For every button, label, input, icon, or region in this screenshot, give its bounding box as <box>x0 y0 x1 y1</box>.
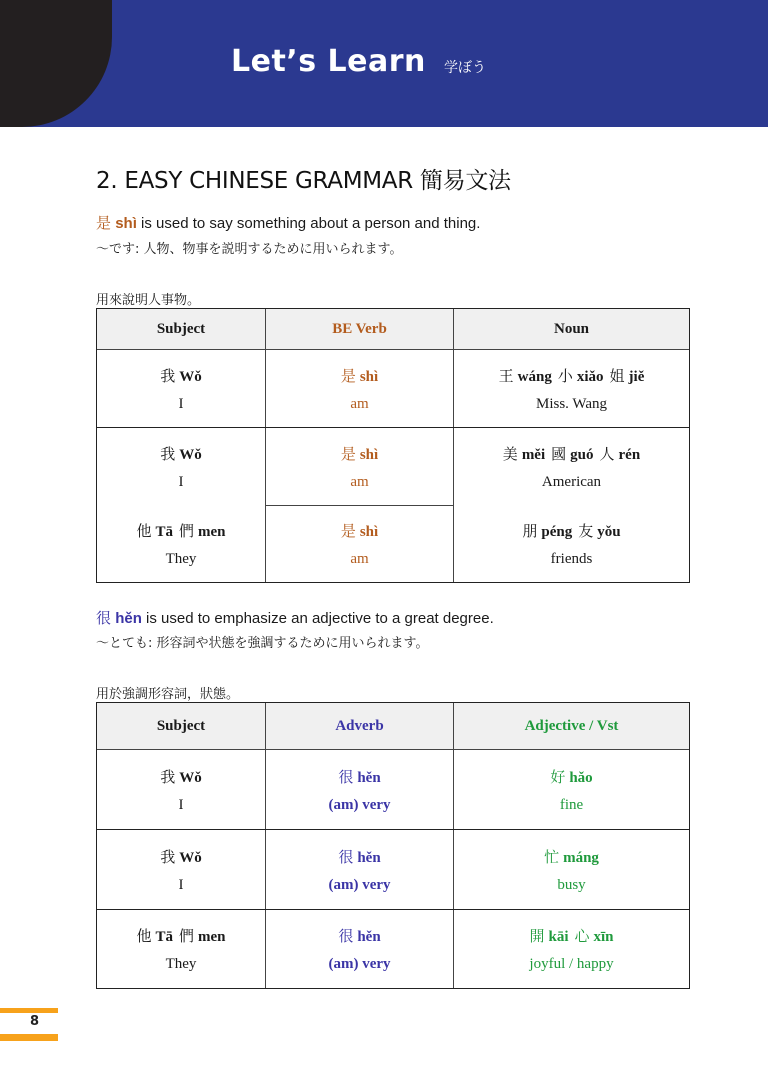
shi-table-caption: 用來說明人事物。 <box>96 293 201 308</box>
banner-corner-shape <box>0 0 112 127</box>
header-subject: Subject <box>97 309 266 349</box>
subject-pinyin: Tā <box>155 929 173 945</box>
adverb-hanzi: 很 <box>338 767 354 786</box>
noun-hanzi: 王 <box>498 366 514 385</box>
subject-hanzi: 們 <box>179 927 195 945</box>
noun-pinyin: guó <box>570 446 594 463</box>
subject-hanzi: 他 <box>136 927 152 945</box>
hen-table-caption: 用於強調形容詞，狀態。 <box>96 687 240 702</box>
verb-english: am <box>350 395 369 412</box>
header-banner <box>0 0 768 127</box>
shi-pinyin: shì <box>115 215 137 232</box>
noun-hanzi: 小 <box>557 366 573 385</box>
shi-hanzi: 是 <box>96 214 112 232</box>
verb-hanzi: 是 <box>340 444 356 463</box>
header-subject: Subject <box>97 703 266 749</box>
shi-description: is used to say something about a person and thing. <box>136 215 481 232</box>
noun-hanzi: 人 <box>599 444 615 463</box>
adjective-pinyin: máng <box>563 849 599 866</box>
subject-hanzi: 我 <box>160 444 176 463</box>
adverb-table <box>96 702 690 989</box>
verb-english: am <box>350 551 369 567</box>
noun-hanzi: 姐 <box>609 366 625 385</box>
adjective-english: fine <box>559 796 584 813</box>
table-row <box>97 350 689 428</box>
adjective-english: joyful / happy <box>529 956 614 972</box>
noun-hanzi: 友 <box>578 521 594 540</box>
verb-hanzi: 是 <box>340 522 356 540</box>
page-number: 8 <box>30 1014 40 1029</box>
adverb-english: (am) very <box>328 796 391 813</box>
subject-hanzi: 我 <box>160 366 176 385</box>
banner-subtitle: 学ぼう <box>444 60 486 76</box>
verb-pinyin: shì <box>359 524 379 540</box>
header-noun: Noun <box>553 320 590 337</box>
verb-hanzi: 是 <box>340 366 356 385</box>
adjective-english: busy <box>557 876 586 893</box>
shi-intro <box>96 212 480 233</box>
be-verb-table <box>96 308 690 583</box>
subject-pinyin: Wǒ <box>179 368 202 385</box>
subject-pinyin: men <box>198 929 226 945</box>
header-adjective: Adjective / Vst <box>524 717 619 734</box>
adjective-hanzi: 開 <box>529 927 545 945</box>
adverb-english: (am) very <box>328 956 391 972</box>
noun-pinyin: rén <box>618 446 641 463</box>
hen-description: is used to emphasize an adjective to a great degree. <box>141 610 494 627</box>
table-row <box>97 750 689 830</box>
subject-pinyin: Tā <box>155 523 173 540</box>
table-row-group <box>97 428 689 582</box>
banner-title: Let’s Learn <box>231 44 426 79</box>
adverb-hanzi: 很 <box>338 847 354 866</box>
adverb-pinyin: hěn <box>357 849 381 866</box>
hen-intro <box>96 607 494 628</box>
shi-japanese: 〜です: 人物、物事を説明するために用いられます。 <box>96 242 403 257</box>
table-header <box>97 309 689 350</box>
noun-pinyin: wáng <box>517 368 552 385</box>
noun-english: American <box>541 473 602 490</box>
adjective-hanzi: 心 <box>574 927 590 945</box>
subject-english: I <box>178 796 184 813</box>
subject-hanzi: 我 <box>160 847 176 866</box>
adjective-pinyin: hǎo <box>569 769 593 786</box>
page-tab-bottom-bar <box>0 1034 58 1041</box>
hen-hanzi: 很 <box>96 609 112 627</box>
subject-pinyin: Wǒ <box>179 446 202 463</box>
noun-english: friends <box>550 550 593 567</box>
adverb-pinyin: hěn <box>357 769 381 786</box>
noun-pinyin: jiě <box>628 368 645 385</box>
adjective-pinyin: kāi <box>548 929 569 945</box>
header-be-verb: BE Verb <box>266 309 454 349</box>
subject-hanzi: 他 <box>136 521 152 540</box>
noun-english: Miss. Wang <box>535 395 608 412</box>
hen-japanese: 〜とても: 形容詞や状態を強調するために用いられます。 <box>96 636 429 651</box>
noun-pinyin: yǒu <box>597 523 621 540</box>
noun-hanzi: 朋 <box>522 521 538 540</box>
verb-pinyin: shì <box>359 368 379 385</box>
subject-english: I <box>178 876 184 893</box>
adjective-pinyin: xīn <box>593 929 614 945</box>
table-row <box>97 830 689 910</box>
page-tab-top-bar <box>0 1008 58 1013</box>
noun-pinyin: xiǎo <box>576 368 604 385</box>
hen-pinyin: hěn <box>115 610 142 627</box>
verb-pinyin: shì <box>359 446 379 463</box>
table-row <box>97 910 689 988</box>
noun-hanzi: 美 <box>502 444 518 463</box>
subject-hanzi: 們 <box>179 521 195 540</box>
subject-pinyin: Wǒ <box>179 849 202 866</box>
subject-hanzi: 我 <box>160 767 176 786</box>
noun-pinyin: péng <box>541 523 573 540</box>
section-title: 2. EASY CHINESE GRAMMAR 簡易文法 <box>96 168 511 194</box>
header-adverb: Adverb <box>266 703 454 749</box>
verb-english: am <box>350 473 369 490</box>
adjective-hanzi: 忙 <box>544 847 560 866</box>
noun-hanzi: 國 <box>551 444 567 463</box>
adverb-english: (am) very <box>328 876 391 893</box>
noun-pinyin: měi <box>521 446 546 463</box>
adverb-pinyin: hěn <box>357 929 381 945</box>
subject-pinyin: Wǒ <box>179 769 202 786</box>
subject-english: They <box>165 956 197 972</box>
table-header <box>97 703 689 750</box>
adverb-hanzi: 很 <box>338 927 354 945</box>
subject-english: They <box>165 550 197 567</box>
subject-english: I <box>178 395 184 412</box>
adjective-hanzi: 好 <box>550 767 566 786</box>
subject-pinyin: men <box>198 523 226 540</box>
subject-english: I <box>178 473 184 490</box>
